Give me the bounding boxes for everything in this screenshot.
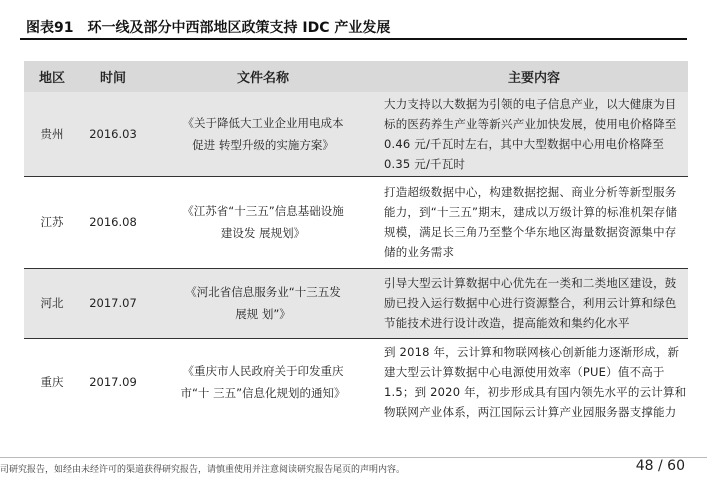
cell-doc [146, 92, 380, 176]
cell-content [380, 268, 688, 338]
table-header-row [24, 61, 688, 92]
cell-region: 重庆 [40, 375, 64, 390]
doc-line: 促进 转型升级的实施方案》 [192, 137, 334, 152]
header-doc: 文件名称 [236, 71, 289, 86]
content-line: 0.46 元/千瓦时左右，其中大型数据中心用电价格降至 [384, 136, 665, 151]
cell-region: 江苏 [40, 215, 64, 229]
figure-caption: 环一线及部分中西部地区政策支持 IDC 产业发展 [87, 20, 391, 36]
cell-time: 2016.03 [89, 126, 137, 141]
footer-disclaimer: 司研究报告，如经由未经许可的渠道获得研究报告，请慎重使用并注意阅读研究报告尾页的声明内容。 [0, 465, 406, 475]
header-region: 地区 [38, 71, 65, 86]
content-line: 标的医药养生产业等新兴产业加快发展，使用电价格降至 [384, 116, 677, 131]
cell-region: 贵州 [40, 126, 64, 141]
cell-doc [146, 176, 380, 268]
content-line: 0.35 元/千瓦时 [384, 156, 466, 171]
figure-title [26, 17, 390, 37]
doc-line: 市“十 三五”信息化规划的通知》 [180, 386, 346, 401]
content-line: 规模，满足长三角乃至整个华东地区海量数据资源集中存 [384, 225, 677, 239]
doc-line: 展规 划”》 [235, 307, 291, 321]
cell-region: 河北 [40, 296, 64, 310]
doc-line: 建设发 展规划》 [220, 226, 306, 240]
content-line: 引导大型云计算数据中心优先在一类和二类地区建设，鼓 [384, 276, 677, 290]
policy-table [24, 61, 688, 426]
content-line: 储的业务需求 [384, 245, 455, 259]
figure-label: 图表91 [26, 20, 74, 36]
title-rule [20, 38, 687, 40]
cell-doc [146, 338, 380, 426]
table-row [24, 176, 688, 268]
content-line: 到 2018 年，云计算和物联网核心创新能力逐渐形成，新 [384, 345, 680, 360]
content-line: 大力支持以大数据为引领的电子信息产业，以大健康为目 [384, 96, 677, 111]
content-line: 能力，到“十三五”期末，建成以万级计算的标准机架存储 [384, 205, 678, 219]
content-line: 建大型云计算数据中心电源使用效率（PUE）值不高于 [384, 365, 665, 380]
header-content: 主要内容 [507, 71, 560, 86]
doc-line: 《关于降低大工业企业用电成本 [182, 115, 344, 130]
footer-rule [0, 457, 707, 458]
cell-content [380, 338, 688, 426]
cell-time: 2017.07 [89, 296, 137, 310]
doc-line: 《重庆市人民政府关于印发重庆 [182, 364, 344, 379]
doc-line: 《河北省信息服务业“十三五发 [185, 285, 341, 299]
table-row [24, 338, 688, 426]
doc-line: 《江苏省“十三五”信息基础设施 [182, 204, 344, 218]
table-row [24, 268, 688, 338]
content-line: 节能技术进行设计改造，提高能效和集约化水平 [384, 316, 630, 330]
page-number: 48 / 60 [635, 458, 685, 474]
cell-doc [146, 268, 380, 338]
content-line: 物联网产业体系，两江国际云计算产业园服务器支撑能力 [384, 405, 677, 420]
cell-time: 2017.09 [89, 375, 137, 390]
table-row [24, 92, 688, 176]
header-time: 时间 [99, 71, 126, 86]
cell-time: 2016.08 [89, 215, 137, 229]
content-line: 励已投入运行数据中心进行资源整合，利用云计算和绿色 [384, 296, 677, 310]
cell-content [380, 92, 688, 176]
content-line: 1.5；到 2020 年，初步形成具有国内领先水平的云计算和 [384, 385, 687, 400]
content-line: 打造超级数据中心，构建数据挖掘、商业分析等新型服务 [384, 185, 677, 199]
cell-content [380, 176, 688, 268]
